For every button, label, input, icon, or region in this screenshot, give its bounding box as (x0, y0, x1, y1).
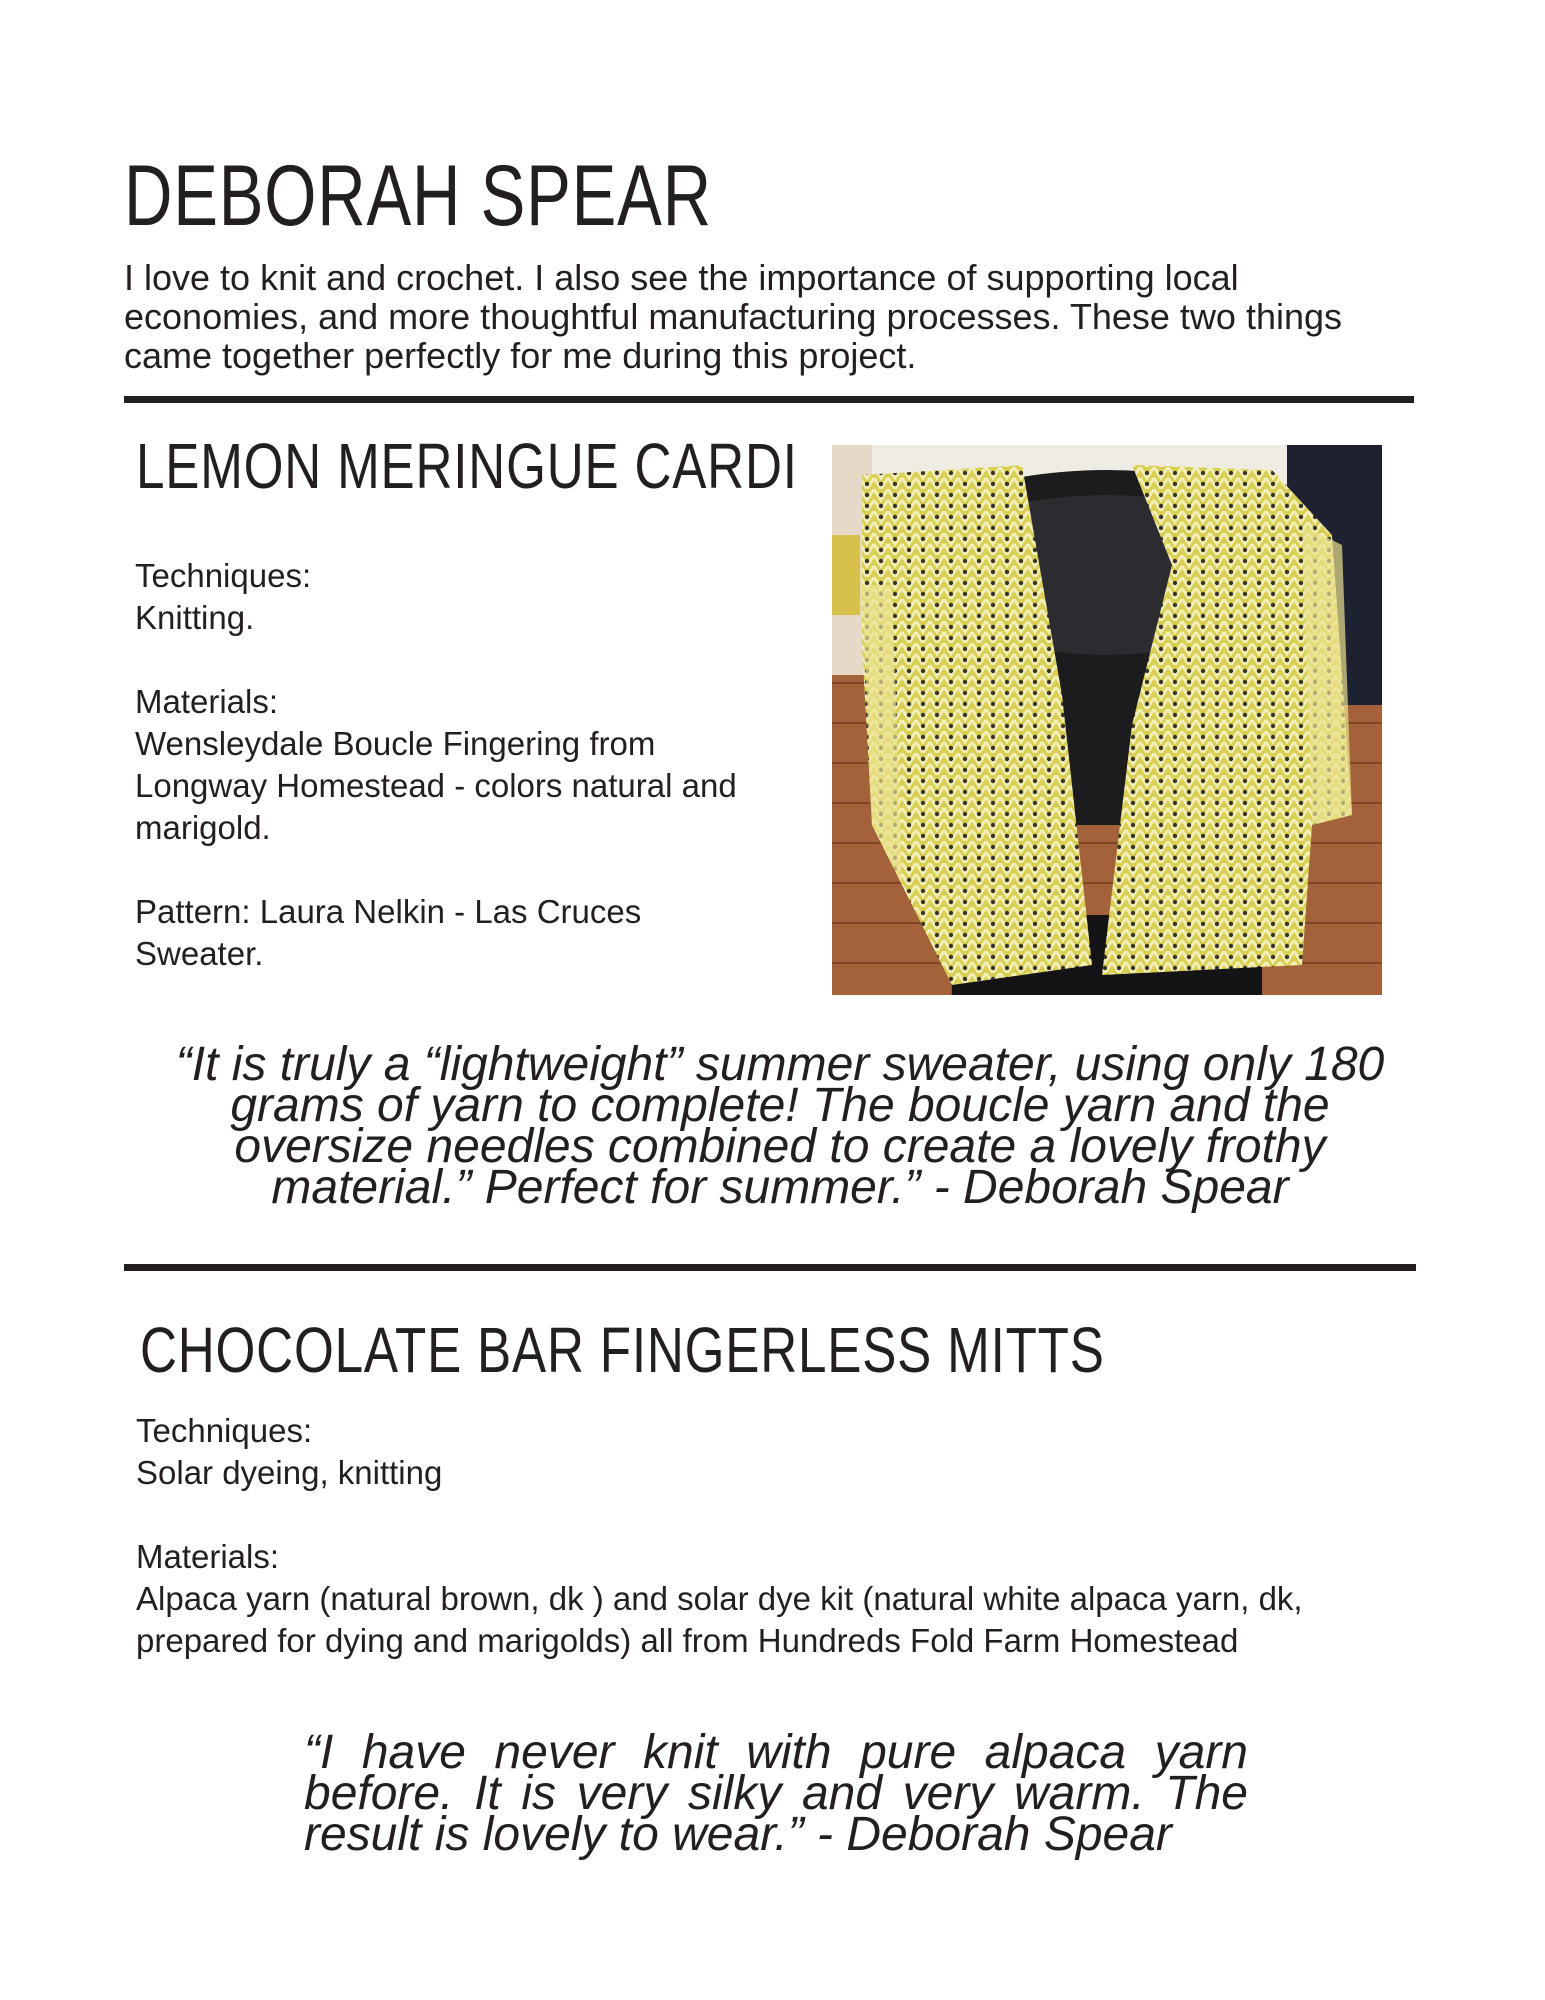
project-details-cardi (135, 555, 775, 975)
techniques-label: Techniques: (135, 557, 312, 594)
cardi-photo-illustration (832, 445, 1382, 995)
techniques-block (135, 555, 775, 639)
techniques-label: Techniques: (136, 1412, 313, 1449)
section-divider (124, 1264, 1416, 1271)
author-name: DEBORAH SPEAR (124, 148, 712, 244)
materials-value: Alpaca yarn (natural brown, dk ) and solar dye kit (natural white alpaca yarn, dk, prepared for dying and marigolds) all from Hundreds Fold Farm Homestead (136, 1580, 1303, 1659)
project-quote-cardi: “It is truly a “lightweight” summer sweater, using only 180 grams of yarn to complete! The boucle yarn and the oversize needles combined to create a lovely frothy material.” Perfect for summer.” - Deborah Spear (175, 1038, 1385, 1214)
cardi-photo (832, 445, 1382, 995)
project-title-chocolate-bar-mitts: CHOCOLATE BAR FINGERLESS MITTS (140, 1314, 1105, 1386)
pattern-block (135, 891, 775, 975)
section-divider (124, 396, 1414, 403)
techniques-block (136, 1410, 1376, 1494)
materials-value: Wensleydale Boucle Fingering from Longway Homestead - colors natural and marigold. (135, 725, 737, 846)
materials-label: Materials: (135, 683, 279, 720)
project-details-mitts (136, 1410, 1376, 1662)
pattern-value: Pattern: Laura Nelkin - Las Cruces Sweater. (135, 893, 642, 972)
project-title-lemon-meringue-cardi: LEMON MERINGUE CARDI (136, 430, 798, 502)
materials-block (135, 681, 775, 849)
author-intro: I love to knit and crochet. I also see the importance of supporting local economies, and more thoughtful manufacturing processes. These two things came together perfectly for me during this project. (124, 257, 1343, 376)
materials-block (136, 1536, 1376, 1662)
project-quote-mitts: “I have never knit with pure alpaca yarn before. It is very silky and very warm. The result is lovely to wear.” - Deborah Spear (304, 1726, 1248, 1861)
materials-label: Materials: (136, 1538, 280, 1575)
techniques-value: Solar dyeing, knitting (136, 1454, 443, 1491)
techniques-value: Knitting. (135, 599, 255, 636)
